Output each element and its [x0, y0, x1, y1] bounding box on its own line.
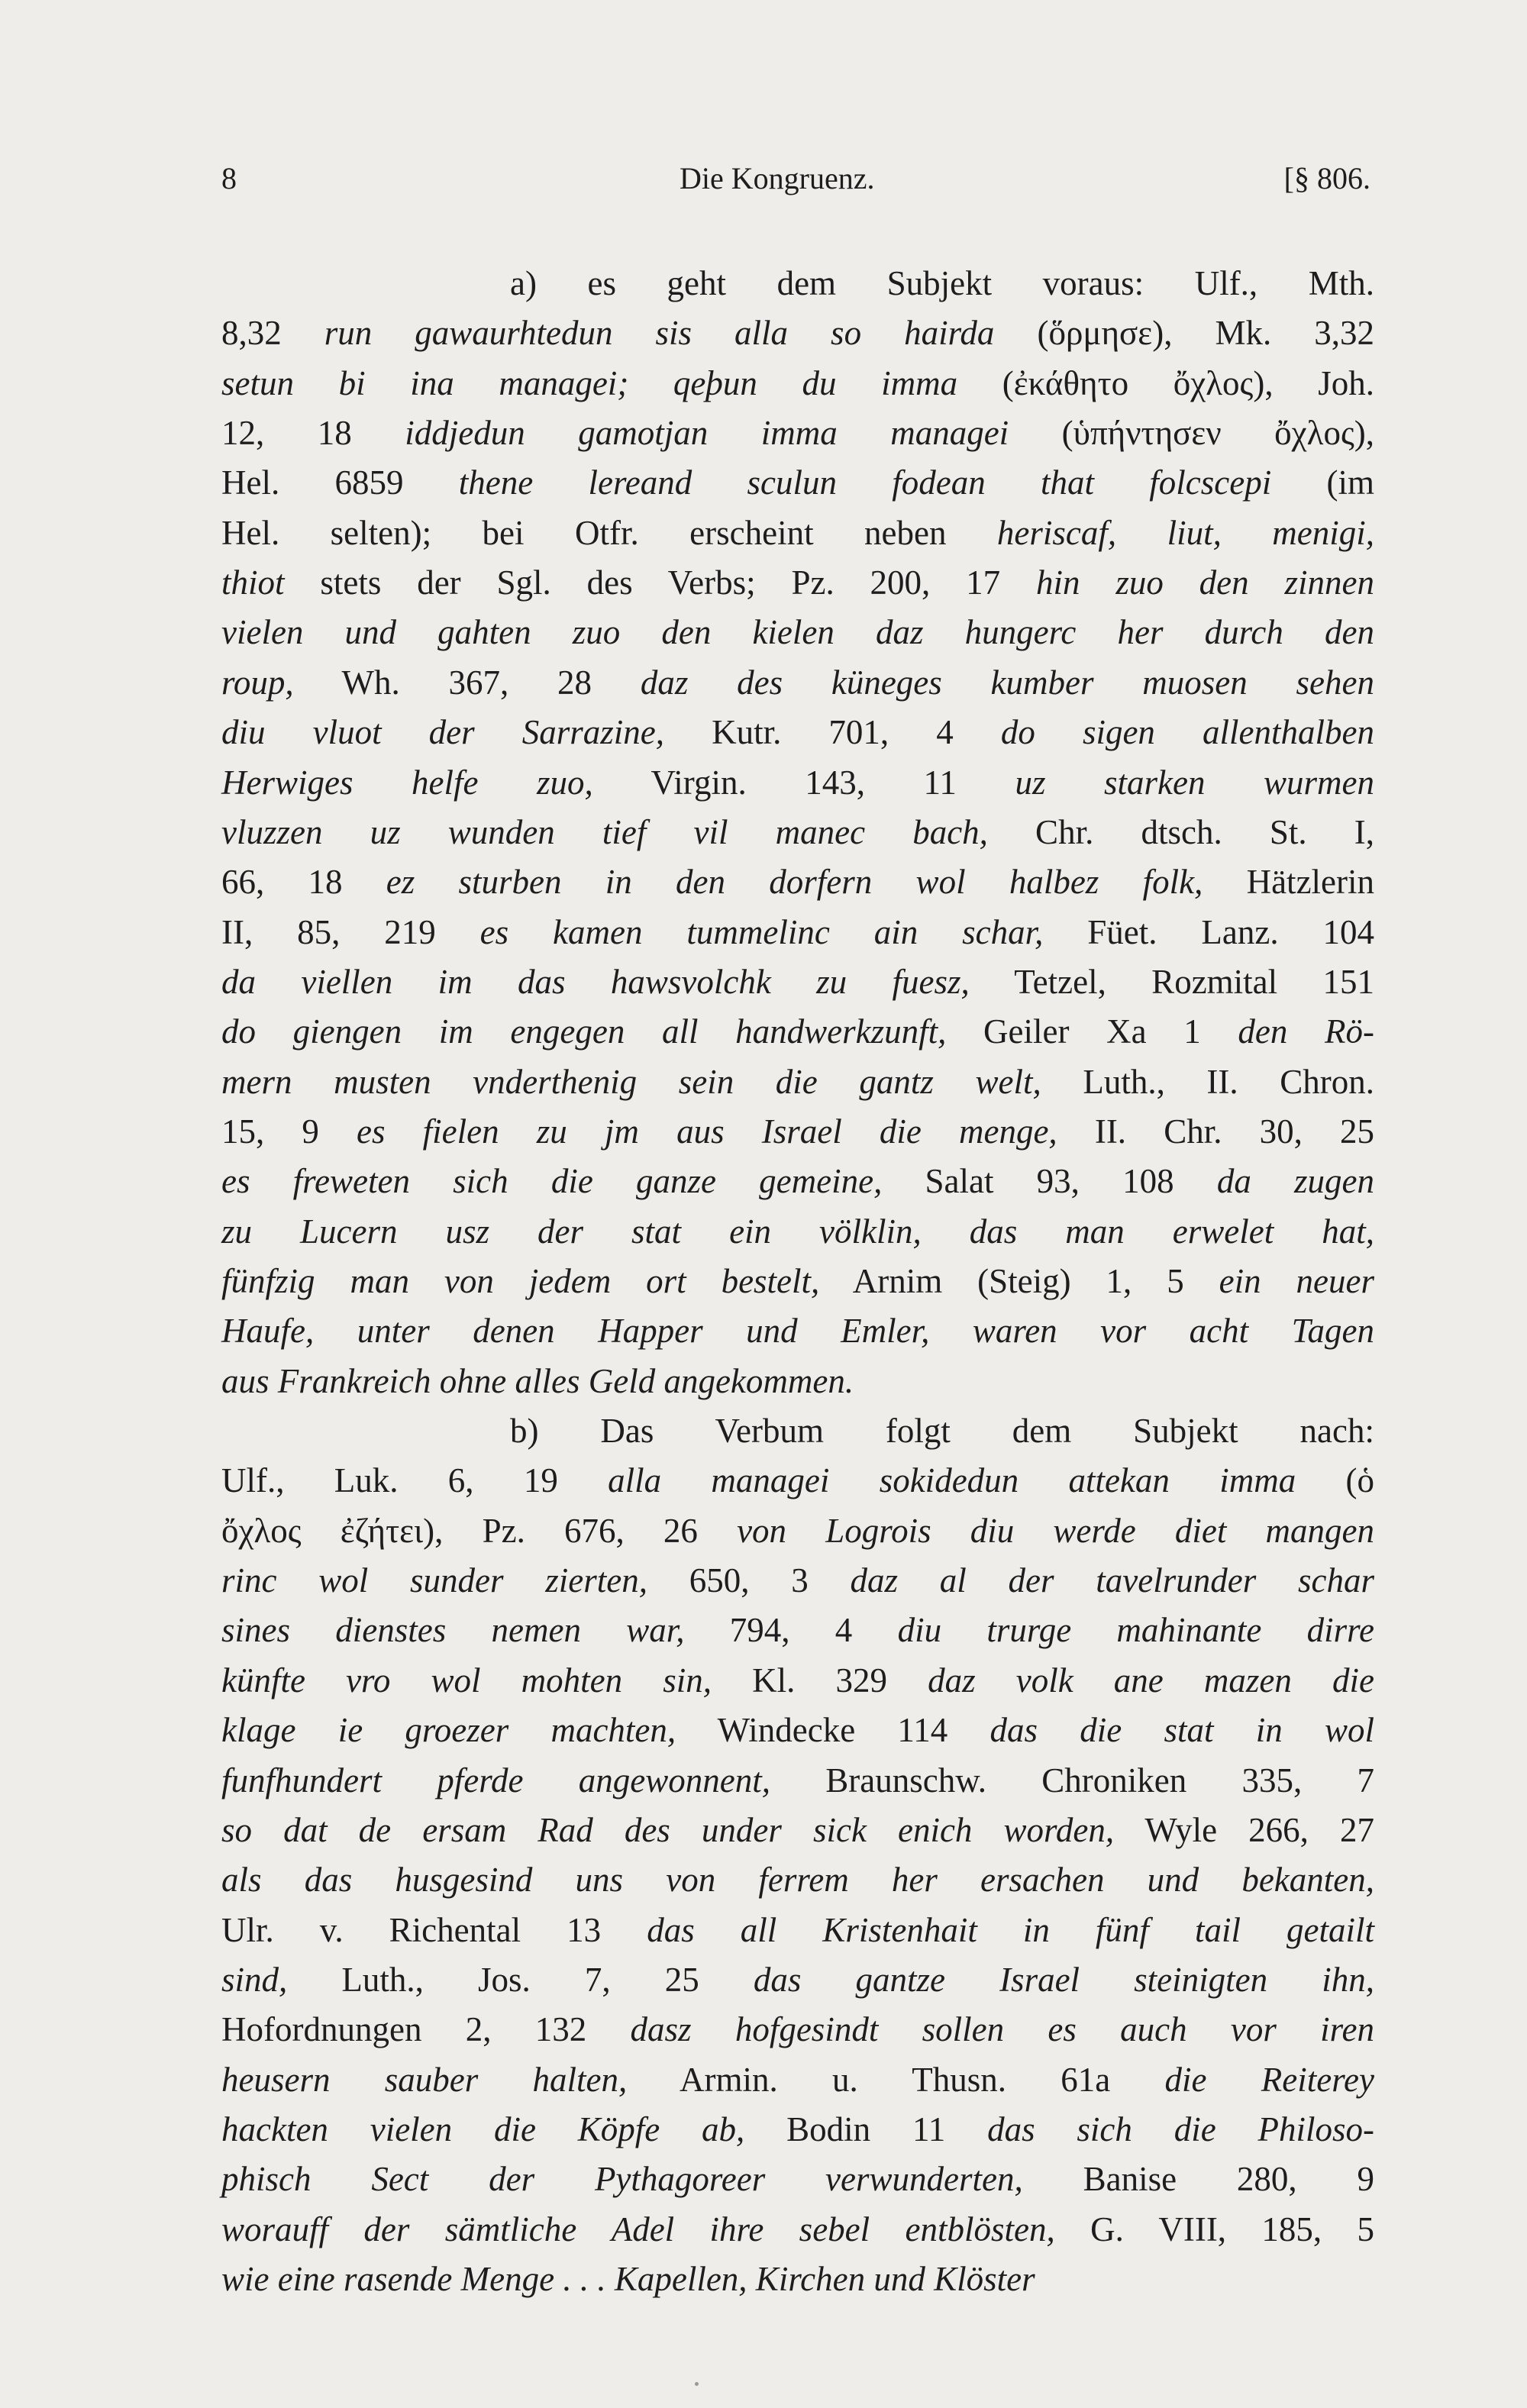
text-line: [221, 1657, 1374, 1704]
text-segment: Hel. selten); bei Otfr. erscheint neben: [221, 513, 997, 552]
text-line: [221, 1507, 1374, 1554]
text-segment: Hel. 6859: [221, 463, 459, 502]
italic-segment: künfte vro wol mohten sin,: [221, 1661, 712, 1699]
italic-segment: dasz hofgesindt sollen es auch vor iren: [630, 2010, 1374, 2049]
italic-segment: als das husgesind uns von ferrem her ersachen und bekanten,: [221, 1861, 1374, 1900]
text-line: [221, 1956, 1374, 2003]
text-line: [221, 2056, 1374, 2103]
text-line: [221, 1557, 1374, 1604]
italic-segment: roup,: [221, 663, 294, 702]
italic-segment: thene lereand sculun fodean that folcscepi: [458, 463, 1272, 502]
italic-segment: uz starken wurmen: [1015, 763, 1374, 802]
text-line: [221, 559, 1374, 606]
text-segment: 794, 4: [684, 1611, 898, 1650]
text-segment: (ὑπήντησεν ὄχλος),: [1009, 414, 1375, 453]
italic-segment: Herwiges helfe zuo,: [221, 763, 593, 802]
text-segment: a) es geht dem Subjekt voraus: Ulf., Mth.: [510, 264, 1374, 302]
italic-segment: daz volk ane mazen die: [928, 1661, 1374, 1699]
text-segment: b) Das Verbum folgt dem Subjekt nach:: [510, 1412, 1374, 1451]
italic-segment: vielen und gahten zuo den kielen daz hungerc her durch den: [221, 613, 1374, 652]
italic-segment: das gantze Israel steinigten ihn,: [753, 1960, 1374, 1999]
italic-segment: funfhundert pferde angewonnent,: [221, 1761, 770, 1800]
italic-segment: wie eine rasende Menge . . . Kapellen, Kirchen und Klöster: [221, 2260, 1035, 2298]
text-segment: Tetzel, Rozmital 151: [969, 962, 1374, 1001]
text-segment: (ἐκάθητο ὄχλος), Joh.: [957, 363, 1374, 402]
text-segment: Hätzlerin: [1203, 863, 1375, 902]
text-segment: Kutr. 701, 4: [664, 713, 1001, 752]
text-segment: Füet. Lanz. 104: [1043, 912, 1374, 951]
text-segment: 15, 9: [221, 1112, 357, 1151]
text-line: [221, 858, 1374, 905]
text-segment: Braunschw. Chroniken 335, 7: [770, 1761, 1374, 1800]
text-segment: (im: [1271, 463, 1374, 502]
text-line: [221, 958, 1374, 1005]
italic-segment: iddjedun gamotjan imma managei: [405, 414, 1009, 453]
italic-segment: Haufe, unter denen Happer und Emler, waren vor acht Tagen: [221, 1312, 1374, 1351]
text-segment: Chr. dtsch. St. I,: [987, 812, 1374, 851]
italic-segment: run gawaurhtedun sis alla so hairda: [324, 314, 995, 353]
italic-segment: diu trurge mahinante dirre: [897, 1611, 1374, 1650]
italic-segment: da zugen: [1216, 1162, 1374, 1201]
italic-segment: es fielen zu jm aus Israel die menge,: [357, 1112, 1057, 1151]
text-segment: II. Chr. 30, 25: [1057, 1112, 1375, 1151]
italic-segment: vluzzen uz wunden tief vil manec bach,: [221, 812, 988, 851]
text-segment: Wyle 266, 27: [1114, 1810, 1374, 1849]
text-line: [221, 459, 1374, 506]
italic-segment: setun bi ina managei; qeþun du imma: [221, 363, 958, 402]
text-segment: 650, 3: [647, 1561, 851, 1600]
text-segment: 12, 18: [221, 414, 405, 453]
text-line: [221, 608, 1374, 656]
text-segment: Kl. 329: [712, 1661, 928, 1699]
text-segment: (ὅρμησε), Mk. 3,32: [994, 314, 1374, 353]
italic-segment: mern musten vnderthenig sein die gantz welt,: [221, 1062, 1041, 1101]
text-line: [221, 1757, 1374, 1804]
italic-segment: fünfzig man von jedem ort bestelt,: [221, 1262, 820, 1300]
italic-segment: hin zuo den zinnen: [1035, 563, 1374, 602]
text-line: [221, 360, 1374, 407]
italic-segment: es freweten sich die ganze gemeine,: [221, 1162, 883, 1201]
text-line: [221, 1307, 1374, 1354]
text-line: [221, 1606, 1374, 1654]
italic-segment: klage ie groezer machten,: [221, 1711, 676, 1750]
text-line: [221, 1457, 1374, 1504]
text-line: [221, 1806, 1374, 1854]
text-segment: Banise 280, 9: [1022, 2160, 1375, 2199]
text-line: [221, 1008, 1374, 1055]
section-marker: [§ 806.: [1283, 161, 1370, 195]
text-segment: Hofordnungen 2, 132: [221, 2010, 631, 2049]
text-line: [221, 2006, 1374, 2053]
text-line: [221, 2155, 1374, 2203]
italic-segment: so dat de ersam Rad des under sick enich worden,: [221, 1810, 1115, 1849]
text-segment: (ὁ: [1296, 1461, 1374, 1500]
text-line: [221, 1058, 1374, 1106]
text-line: [221, 2206, 1374, 2253]
italic-segment: da viellen im das hawsvolchk zu fuesz,: [221, 962, 970, 1001]
italic-segment: daz des küneges kumber muosen sehen: [640, 663, 1374, 702]
text-segment: Ulr. v. Richental 13: [221, 1910, 647, 1949]
text-segment: II, 85, 219: [221, 912, 480, 951]
text-line: [221, 309, 1374, 357]
italic-segment: hackten vielen die Köpfe ab,: [221, 2109, 745, 2148]
text-segment: Wh. 367, 28: [293, 663, 641, 702]
text-segment: ὄχλος ἐζήτει), Pz. 676, 26: [221, 1511, 738, 1550]
italic-segment: die Reiterey: [1164, 2060, 1375, 2099]
text-line: [221, 1257, 1374, 1305]
text-line: [221, 409, 1374, 457]
italic-segment: das all Kristenhait in fünf tail getailt: [647, 1910, 1374, 1949]
text-segment: 66, 18: [221, 863, 386, 902]
running-header: [221, 160, 1370, 206]
italic-segment: do giengen im engegen all handwerkzunft,: [221, 1012, 947, 1051]
text-segment: Armin. u. Thusn. 61a: [627, 2060, 1165, 2099]
text-segment: G. VIII, 185, 5: [1054, 2209, 1374, 2248]
italic-segment: von Logrois diu werde diet mangen: [737, 1511, 1374, 1550]
text-segment: 8,32: [221, 314, 324, 353]
italic-segment: do sigen allenthalben: [1000, 713, 1374, 752]
italic-segment: den Rö-: [1238, 1012, 1374, 1051]
italic-segment: daz al der tavelrunder schar: [850, 1561, 1375, 1600]
italic-segment: heusern sauber halten,: [221, 2060, 628, 2099]
text-line: [221, 1108, 1374, 1155]
text-line: [221, 1208, 1374, 1255]
italic-segment: das die stat in wol: [989, 1711, 1374, 1750]
italic-segment: worauff der sämtliche Adel ihre sebel entblösten,: [221, 2209, 1055, 2248]
text-line: [221, 1157, 1374, 1205]
italic-segment: zu Lucern usz der stat ein völklin, das man erwelet hat,: [221, 1212, 1374, 1251]
italic-segment: das sich die Philoso-: [987, 2109, 1374, 2148]
page-number: 8: [221, 161, 237, 195]
text-segment: Salat 93, 108: [882, 1162, 1217, 1201]
italic-segment: es kamen tummelinc ain schar,: [479, 912, 1044, 951]
text-segment: Virgin. 143, 11: [592, 763, 1015, 802]
text-line: [221, 809, 1374, 856]
running-title: Die Kongruenz.: [680, 161, 875, 195]
text-line: [221, 2255, 1374, 2303]
text-segment: Ulf., Luk. 6, 19: [221, 1461, 609, 1500]
italic-segment: sines dienstes nemen war,: [221, 1611, 685, 1650]
text-line: [221, 1906, 1374, 1954]
italic-segment: ein neuer: [1219, 1262, 1375, 1300]
text-line: [221, 709, 1374, 756]
text-line: [510, 260, 1374, 307]
text-line: [510, 1407, 1374, 1454]
text-line: [221, 759, 1374, 806]
text-segment: Luth., Jos. 7, 25: [287, 1960, 754, 1999]
italic-segment: aus Frankreich ohne alles Geld angekommen.: [221, 1361, 854, 1400]
text-line: [221, 1706, 1374, 1754]
italic-segment: ez sturben in den dorfern wol halbez folk,: [386, 863, 1203, 902]
page-speck: [695, 2382, 699, 2386]
italic-segment: diu vluot der Sarrazine,: [221, 713, 664, 752]
text-segment: Bodin 11: [744, 2109, 988, 2148]
text-segment: Geiler Xa 1: [946, 1012, 1238, 1051]
italic-segment: alla managei sokidedun attekan imma: [608, 1461, 1296, 1500]
italic-segment: rinc wol sunder zierten,: [221, 1561, 647, 1600]
text-line: [221, 1856, 1374, 1903]
text-segment: Arnim (Steig) 1, 5: [819, 1262, 1219, 1300]
text-segment: Windecke 114: [676, 1711, 990, 1750]
text-line: [221, 509, 1374, 557]
text-line: [221, 909, 1374, 956]
italic-segment: sind,: [221, 1960, 288, 1999]
italic-segment: phisch Sect der Pythagoreer verwunderten,: [221, 2160, 1023, 2199]
text-line: [221, 659, 1374, 706]
text-segment: stets der Sgl. des Verbs; Pz. 200, 17: [284, 563, 1036, 602]
italic-segment: heriscaf, liut, menigi,: [996, 513, 1374, 552]
text-line: [221, 1357, 1374, 1405]
italic-segment: thiot: [221, 563, 285, 602]
text-segment: Luth., II. Chron.: [1041, 1062, 1374, 1101]
text-line: [221, 2106, 1374, 2153]
